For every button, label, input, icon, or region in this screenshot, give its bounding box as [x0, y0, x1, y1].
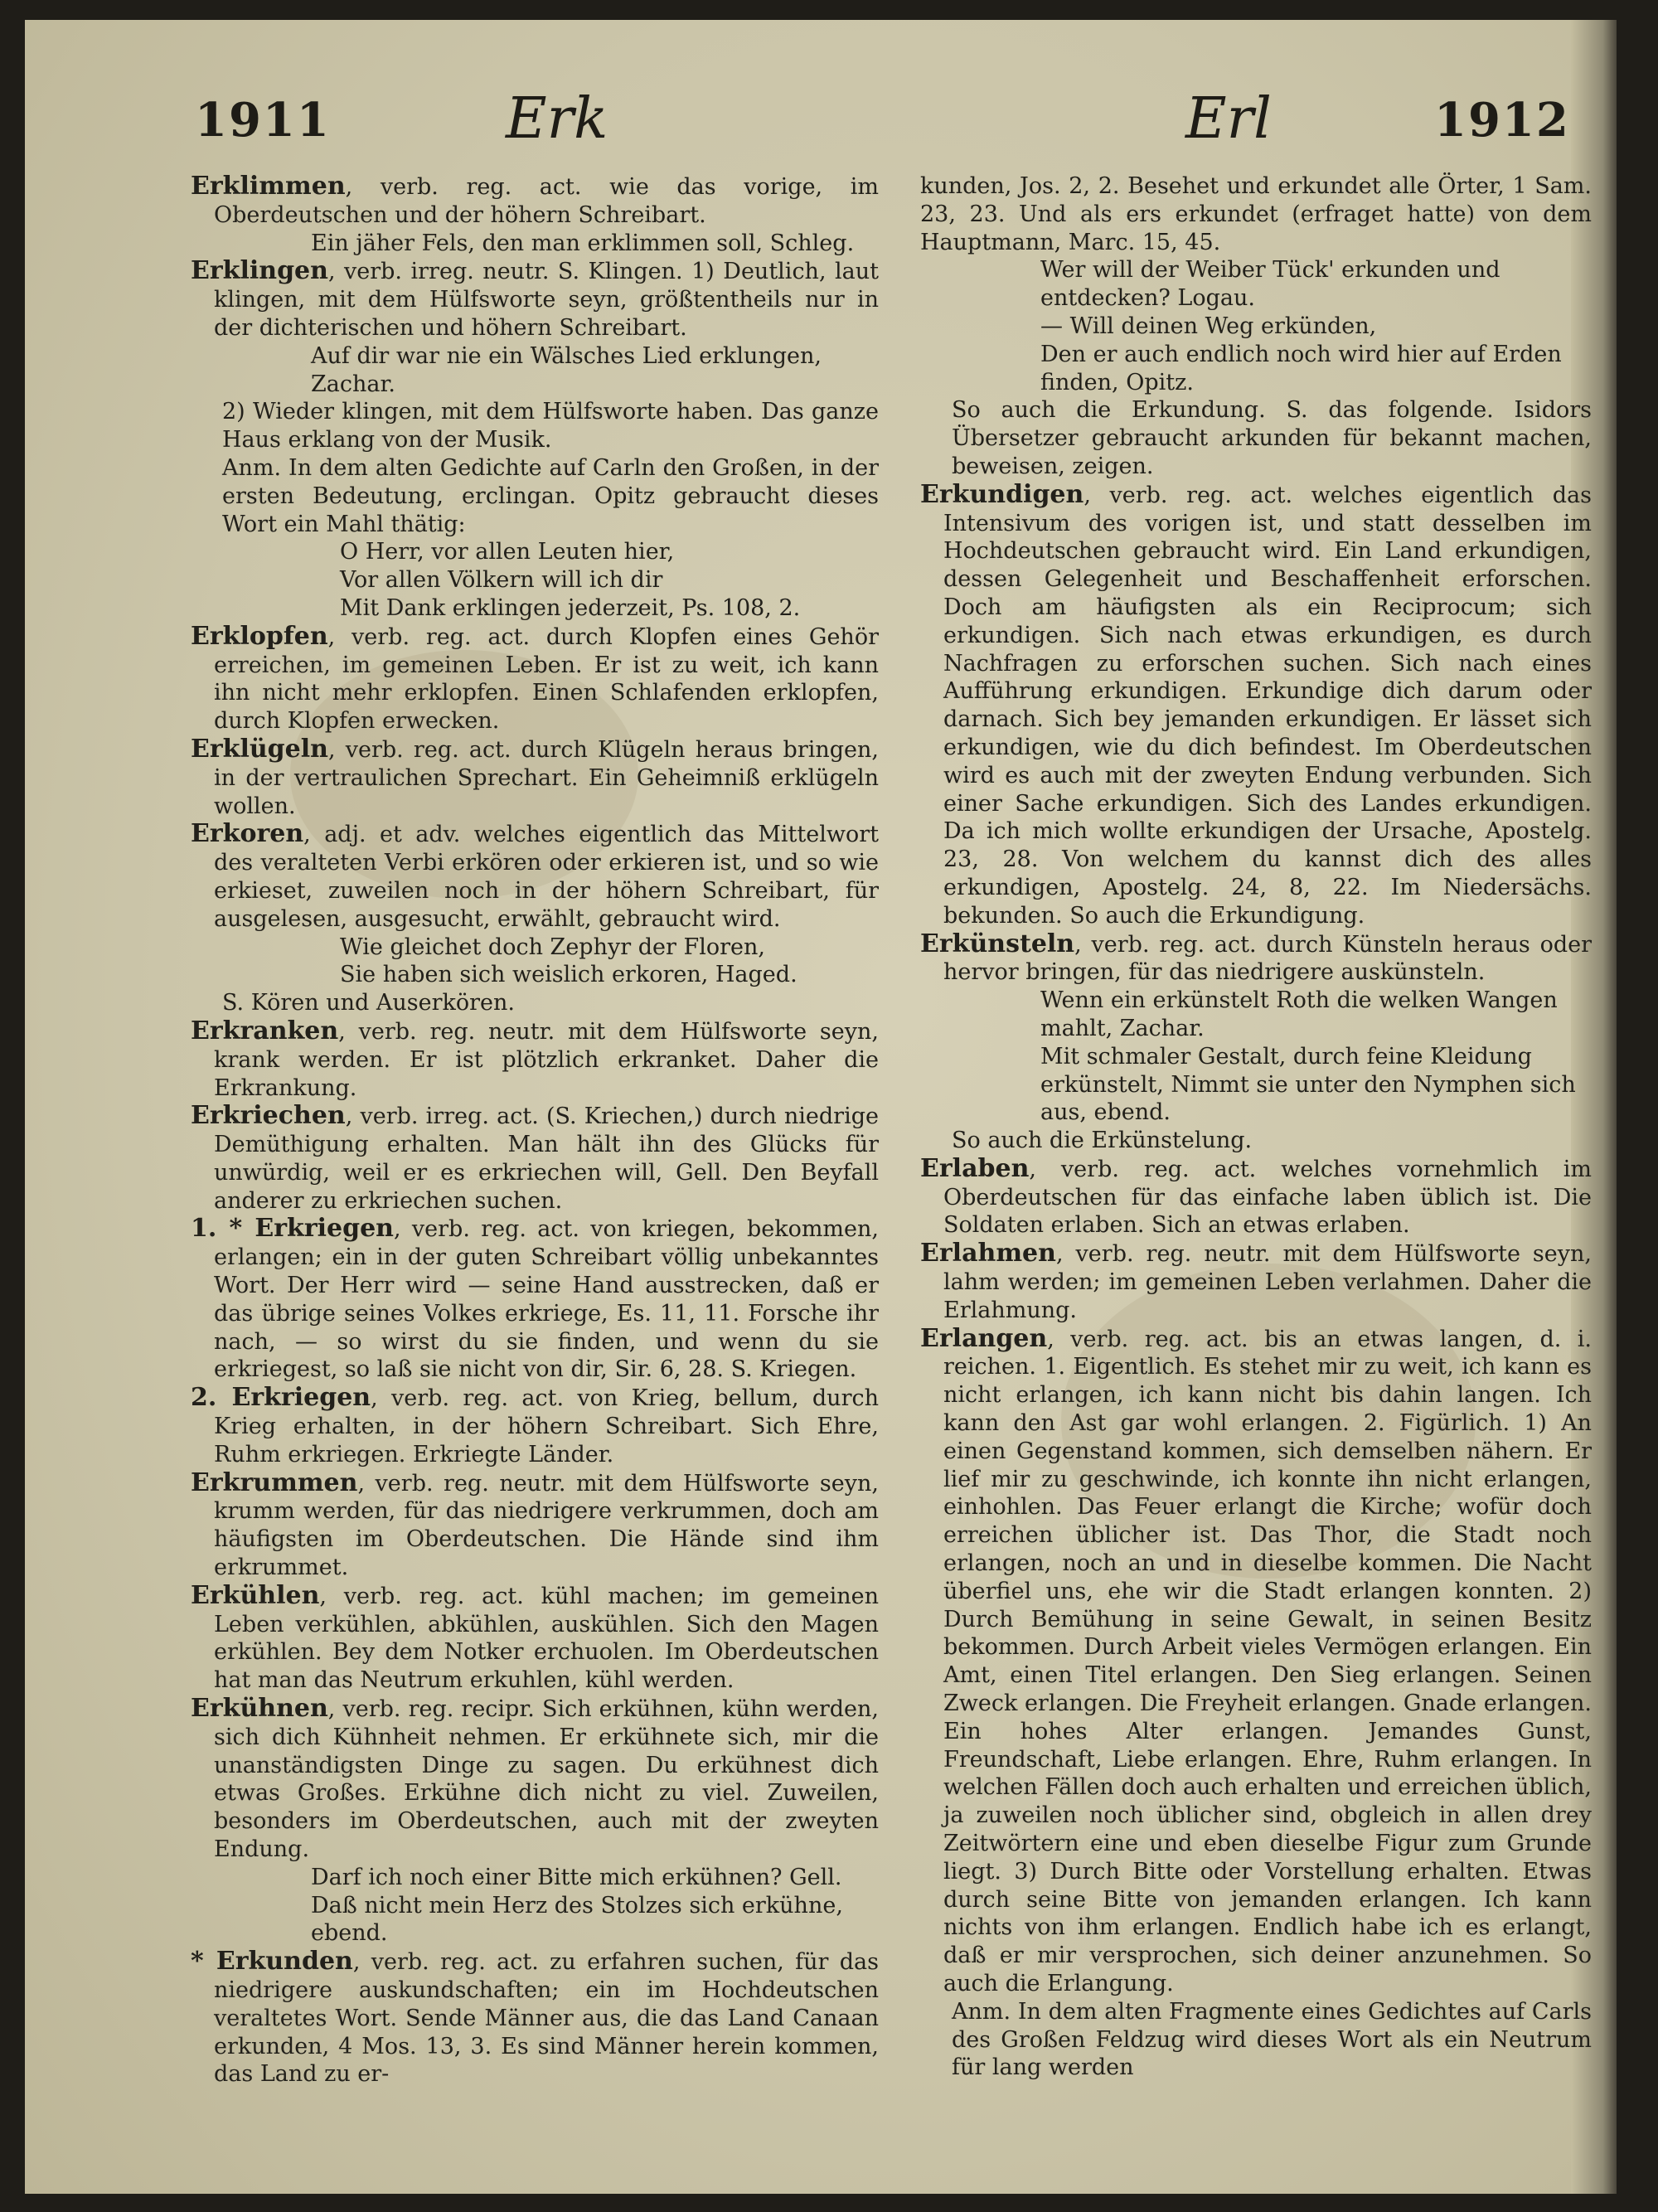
dictionary-entry: [920, 1155, 1592, 1239]
entry-definition: , verb. reg. act. von kriegen, bekommen, erlangen; ein in der guten Schreibart völlig unbekanntes Wort. Der Herr wird — seine Hand ausstrecken, daß er das übrige seines Volkes erkriege, Es. 11, 11. Forsche ihr nach, — so wirst du sie finden, und wenn du sie erkriegest, so laß sie nicht von dir, Sir. 6, 28. S. Kriegen.: [214, 1216, 879, 1383]
entry-headword: Erkoren: [191, 819, 304, 849]
entry-definition: , verb. reg. act. bis an etwas langen, d. i. reichen. 1. Eigentlich. Es stehet mir zu weit, ich kann es nicht erlangen, ich kann nicht bis dahin langen. Ich kann den Ast gar wohl erlangen. 2. Figürlich. 1) An einen Gegenstand kommen, sich demselben nähern. Er lief mir zu geschwinde, ich konnte ihn nicht erlangen, einhohlen. Das Feuer erlangt die Kirche; wofür doch erreichen üblicher ist. Das Thor, die Stadt noch erlangen, noch an und in dieselbe kommen. Die Nacht überfiel uns, ehe wir die Stadt erlangen konnten. 2) Durch Bemühung in seine Gewalt, in seinen Besitz bekommen. Durch Arbeit vieles Vermögen erlangen. Ein Amt, einen Titel erlangen. Den Sieg erlangen. Seinen Zweck erlangen. Die Freyheit erlangen. Gnade erlangen. Ein hohes Alter erlangen. Jemandes Gunst, Freundschaft, Liebe erlangen. Ehre, Ruhm erlangen. In welchen Fällen doch auch erhalten und erreichen üblich, ja zuweilen noch üblicher sind, obgleich in allen drey Zeitwörtern eine und eben dieselbe Figur zum Grunde liegt. 3) Durch Bitte oder Vorstellung erhalten. Etwas durch seine Bitte von jemanden erlangen. Ich kann nichts von ihm erlangen. Endlich habe ich es erlangt, daß er mir versprochen, sich deiner anzunehmen. So auch die Erlangung.: [943, 1326, 1592, 1996]
entry-definition: , verb. reg. act. welches vornehmlich im Oberdeutschen für das einfache laben üblich ist. Die Soldaten erlaben. Sich an etwas erlaben.: [943, 1156, 1592, 1239]
dictionary-entry: [920, 1325, 1592, 1998]
entry-definition: , verb. reg. neutr. mit dem Hülfsworte seyn, lahm werden; im gemeinen Leben verlahmen. Daher die Erlahmung.: [943, 1241, 1592, 1323]
quotation-verse: Vor allen Völkern will ich dir: [340, 567, 663, 594]
entry-definition: , adj. et adv. welches eigentlich das Mittelwort des veralteten Verbi erkören oder erkieren ist, und so wie erkieset, zuweilen noch in der höhern Schreibart, für ausgelesen, ausgesucht, erwählt, gebraucht wird.: [214, 822, 879, 932]
left-column: [191, 172, 879, 2088]
entry-definition: , verb. reg. act. welches eigentlich das Intensivum des vorigen ist, und statt desselben im Hochdeutschen gebraucht wird. Ein Land erkundigen, dessen Gelegenheit und Beschaffenheit erforschen. Doch am häufigsten als ein Reciprocum; sich erkundigen. Sich nach etwas erkundigen, es durch Nachfragen zu erforschen suchen. Sich nach eines Aufführung erkundigen. Erkundige dich darum oder darnach. Sich bey jemanden erkundigen. Er lässet sich erkundigen, wie du dich befindest. Im Oberdeutschen wird es auch mit der zweyten Endung verbunden. Sich einer Sache erkundigen. Sich des Landes erkundigen. Da ich mich wollte erkundigen der Ursache, Apostelg. 23, 28. Von welchem du kannst dich des alles erkundigen, Apostelg. 24, 8, 22. Im Niedersächs. bekunden. So auch die Erkundigung.: [943, 482, 1592, 929]
quotation-verse: Den er auch endlich noch wird hier auf Erden finden, Opitz.: [1040, 341, 1562, 395]
entry-headword: Erlahmen: [920, 1239, 1056, 1269]
dictionary-entry: [920, 930, 1592, 987]
quotation-verse: Wie gleichet doch Zephyr der Floren,: [340, 934, 765, 960]
left-page-number: 1911: [195, 93, 331, 148]
right-column: [920, 172, 1592, 2082]
entry-note: 2) Wieder klingen, mit dem Hülfsworte haben. Das ganze Haus erklang von der Musik.: [222, 399, 879, 454]
dictionary-entry: [191, 1102, 879, 1215]
dictionary-entry: [191, 1695, 879, 1864]
dictionary-entry: [191, 820, 879, 933]
entry-headword: Erlangen: [920, 1323, 1048, 1353]
left-running-headword: Erk: [506, 86, 608, 152]
dictionary-page: [25, 20, 1617, 2194]
entry-definition: , verb. reg. act. von Krieg, bellum, durch Krieg erhalten, in der höhern Schreibart. Sich Ehre, Ruhm erkriegen. Erkriegte Länder.: [214, 1385, 879, 1467]
right-running-headword: Erl: [1185, 86, 1272, 152]
entry-definition: , verb. reg. act. wie das vorige, im Oberdeutschen und der höhern Schreibart.: [214, 174, 879, 228]
entry-headword: Erkrummen: [191, 1467, 358, 1497]
entry-headword: Erkünsteln: [920, 929, 1075, 958]
dictionary-entry: [191, 1017, 879, 1102]
entry-headword: Erklingen: [191, 256, 328, 286]
quotation-verse: Darf ich noch einer Bitte mich erkühnen? Gell.: [311, 1864, 842, 1890]
entry-headword: Erkriechen: [191, 1101, 346, 1131]
entry-headword: Erkühnen: [191, 1694, 328, 1724]
dictionary-entry: [191, 1215, 879, 1384]
entry-headword: 2. Erkriegen: [191, 1383, 371, 1413]
entry-headword: Erkundigen: [920, 479, 1084, 509]
entry-definition: , verb. reg. act. durch Klügeln heraus bringen, in der vertraulichen Sprechart. Ein Geheimniß erklügeln wollen.: [214, 736, 879, 819]
entry-note: So auch die Erkundung. S. das folgende. Isidors Übersetzer gebraucht arkunden für bekannt machen, beweisen, zeigen.: [952, 397, 1592, 479]
right-page-number: 1912: [1434, 93, 1570, 148]
entry-definition: , verb. reg. act. durch Klopfen eines Gehör erreichen, im gemeinen Leben. Er ist zu weit, ich kann ihn nicht mehr erklopfen. Einen Schlafenden erklopfen, durch Klopfen erwecken.: [214, 623, 879, 735]
quotation-verse: Ein jäher Fels, den man erklimmen soll, Schleg.: [311, 230, 855, 256]
dictionary-entry: [920, 481, 1592, 930]
entry-headword: * Erkunden: [191, 1947, 353, 1977]
entry-headword: 1. * Erkriegen: [191, 1214, 394, 1244]
entry-definition: , verb. reg. act. zu erfahren suchen, für das niedrigere auskundschaften; ein im Hochdeutschen veraltetes Wort. Sende Männer aus, die das Land Canaan erkunden, 4 Mos. 13, 3. Es sind Männer herein kommen, das Land zu er-: [214, 1949, 879, 2088]
quotation-verse: Mit Dank erklingen jederzeit, Ps. 108, 2.: [340, 594, 801, 621]
entry-headword: Erkranken: [191, 1016, 339, 1045]
quotation-verse: Daß nicht mein Herz des Stolzes sich erkühne, ebend.: [311, 1892, 843, 1947]
entry-headword: Erkühlen: [191, 1580, 320, 1610]
entry-definition: , verb. reg. act. kühl machen; im gemeinen Leben verkühlen, abkühlen, auskühlen. Sich den Magen erkühlen. Bey dem Notker erchuolen. Im Oberdeutschen hat man das Neutrum erkuhlen, kühl werden.: [214, 1583, 879, 1694]
quotation-verse: Wer will der Weiber Tück' erkunden und entdecken? Logau.: [1040, 257, 1500, 312]
dictionary-entry: [191, 1948, 879, 2088]
entry-definition: , verb. reg. recipr. Sich erkühnen, kühn werden, sich dich Kühnheit nehmen. Er erkühnete sich, mir die unanständigsten Dinge zu sagen. Du erkühnest dich etwas Großes. Erkühne dich nicht zu viel. Zuweilen, besonders im Oberdeutschen, auch mit der zweyten Endung.: [214, 1696, 879, 1863]
dictionary-entry: [920, 1239, 1592, 1324]
dictionary-entry: [191, 1582, 879, 1695]
entry-headword: Erklopfen: [191, 621, 328, 651]
entry-note: So auch die Erkünstelung.: [952, 1128, 1253, 1154]
entry-headword: Erklimmen: [191, 172, 346, 201]
entry-definition: , verb. irreg. act. (S. Kriechen,) durch niedrige Demüthigung erhalten. Man hält ihn des Glücks für unwürdig, weil er es erkriechen will, Gell. Den Beyfall anderer zu erkriechen suchen.: [214, 1104, 879, 1214]
quotation-verse: — Will deinen Weg erkünden,: [1040, 313, 1377, 339]
dictionary-entry: [191, 623, 879, 735]
dictionary-entry: [191, 735, 879, 820]
dictionary-entry: [191, 1384, 879, 1468]
entry-definition: , verb. reg. neutr. mit dem Hülfsworte seyn, krank werden. Er ist plötzlich erkranket. Daher die Erkrankung.: [214, 1018, 879, 1101]
entry-note: Anm. In dem alten Gedichte auf Carln den Großen, in der ersten Bedeutung, erclingan. Opitz gebraucht dieses Wort ein Mahl thätig:: [222, 454, 879, 537]
quotation-verse: O Herr, vor allen Leuten hier,: [340, 539, 675, 565]
quotation-verse: Sie haben sich weislich erkoren, Haged.: [340, 962, 797, 988]
entry-headword: Erklügeln: [191, 734, 328, 764]
quotation-verse: Mit schmaler Gestalt, durch feine Kleidung erkünstelt, Nimmt sie unter den Nymphen sich aus, ebend.: [1040, 1043, 1576, 1126]
quotation-verse: Wenn ein erkünstelt Roth die welken Wangen mahlt, Zachar.: [1040, 987, 1558, 1041]
continued-text: kunden, Jos. 2, 2. Besehet und erkundet alle Örter, 1 Sam. 23, 23. Und als ers erkundet (erfraget hatte) von dem Hauptmann, Marc. 15, 45.: [920, 173, 1592, 255]
dictionary-entry: [191, 172, 879, 230]
entry-note: Anm. In dem alten Fragmente eines Gedichtes auf Carls des Großen Feldzug wird dieses Wort als ein Neutrum für lang werden: [952, 1998, 1592, 2081]
entry-definition: , verb. reg. act. durch Künsteln heraus oder hervor bringen, für das niedrigere auskünsteln.: [943, 931, 1592, 986]
quotation-verse: Auf dir war nie ein Wälsches Lied erklungen, Zachar.: [311, 342, 822, 397]
entry-definition: , verb. reg. neutr. mit dem Hülfsworte seyn, krumm werden, für das niedrigere verkrummen, doch am häufigsten im Oberdeutschen. Die Hände sind ihm erkrummet.: [214, 1470, 879, 1581]
entry-headword: Erlaben: [920, 1153, 1030, 1183]
dictionary-entry: [191, 1469, 879, 1582]
dictionary-entry: [191, 257, 879, 342]
entry-definition: , verb. irreg. neutr. S. Klingen. 1) Deutlich, laut klingen, mit dem Hülfsworte seyn, größtentheils nur in der dichterischen und höhern Schreibart.: [214, 259, 879, 341]
entry-note: S. Kören und Auserkören.: [222, 990, 516, 1016]
